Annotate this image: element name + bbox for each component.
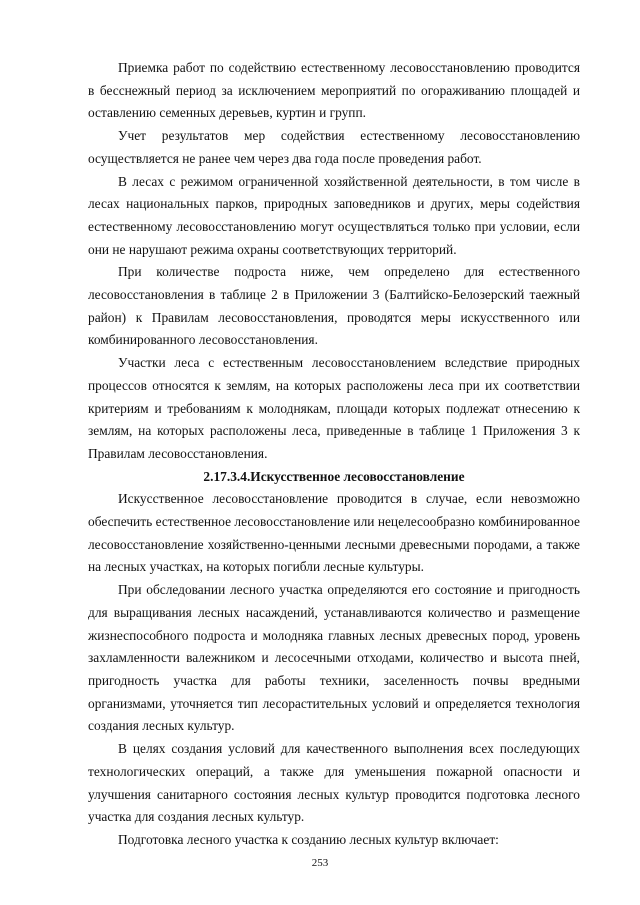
paragraph-restricted-forests: В лесах с режимом ограниченной хозяйственной деятельности, в том числе в лесах национальных парков, природных заповедников и других, меры содействия естественному лесовосстановлению могут осуществляться только при условии, если они не нарушают режима охраны соответствующих территорий. [88,173,580,257]
paragraph-site-preparation-includes: Подготовка лесного участка к созданию лесных культур включает: [118,831,499,847]
paragraph-site-preparation-purpose: В целях создания условий для качественного выполнения всех последующих технологических операций, а также для уменьшения пожарной опасности и улучшения санитарного состояния лесных культур проводится подготовка лесного участка для создания лесных культур. [88,741,580,825]
document-page [88,57,580,852]
paragraph-natural-restoration-lands: Участки леса с естественным лесовосстановлением вследствие природных процессов относятся к землям, на которых расположены леса при их соответствии критериям и требованиям к молоднякам, площади которых подлежат отнесению к землям, на которых расположены леса, приведенные в таблице 1 Приложения 3 к Правилам лесовосстановления. [88,355,580,461]
paragraph-site-survey: При обследовании лесного участка определяются его состояние и пригодность для выращивания лесных насаждений, устанавливаются количество и размещение жизнеспособного подроста и молодняка главных лесных древесных пород, уровень захламленности валежником и лесосечными отходами, количество и высота пней, пригодность участка для работы техники, заселенность почвы вредными организмами, уточняется тип лесорастительных условий и определяется технология создания лесных культур. [88,582,580,734]
section-heading: 2.17.3.4.Искусственное лесовосстановление [203,468,465,484]
paragraph-results-accounting: Учет результатов мер содействия естественному лесовосстановлению осуществляется не ранее чем через два года после проведения работ. [88,128,580,166]
paragraph-artificial-restoration: Искусственное лесовосстановление проводится в случае, если невозможно обеспечить естественное лесовосстановление или нецелесообразно комбинированное лесовосстановление хозяйственно-ценными лесными древесными породами, а также на лесных участках, на которых погибли лесные культуры. [88,491,580,575]
page-number: 253 [311,857,329,869]
paragraph-acceptance-of-works: Приемка работ по содействию естественному лесовосстановлению проводится в бесснежный период за исключением мероприятий по огораживанию площадей и оставлению семенных деревьев, куртин и групп. [88,60,580,121]
paragraph-undergrowth-quantity: При количестве подроста ниже, чем определено для естественного лесовосстановления в таблице 2 в Приложении 3 (Балтийско-Белозерский таежный район) к Правилам лесовосстановления, проводятся меры искусственного или комбинированного лесовосстановления. [88,264,580,348]
